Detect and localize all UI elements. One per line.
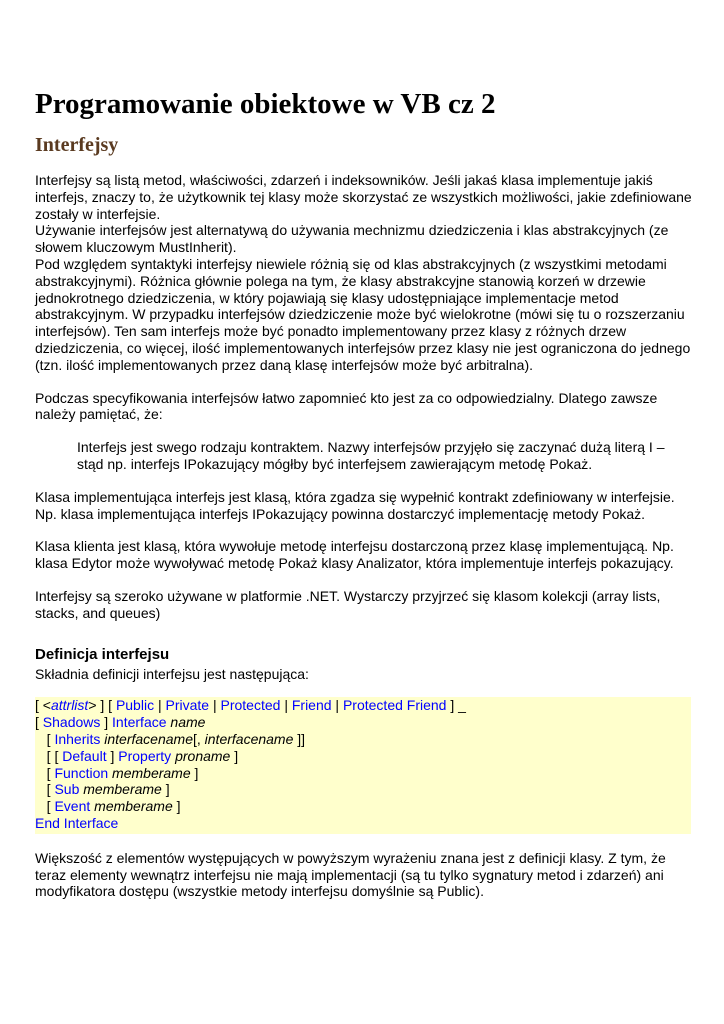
section-title: Interfejsy <box>35 134 119 156</box>
code-memberame-3: memberame <box>94 798 173 815</box>
paragraph-remember: Podczas specyfikowania interfejsów łatwo zapomnieć kto jest za co odpowiedzialny. Dlatego zawsze należy pamiętać, że: <box>35 389 658 423</box>
code-line-8 <box>35 815 691 832</box>
code-private[interactable]: Private <box>165 697 210 714</box>
code-protected-friend[interactable]: Protected Friend <box>342 697 447 714</box>
code-shadows[interactable]: Shadows <box>42 714 101 731</box>
code-memberame-1: memberame <box>112 764 191 781</box>
syntax-code-block <box>35 697 691 833</box>
document-content <box>35 86 695 900</box>
code-memberame-2: memberame <box>83 781 162 798</box>
code-proname: proname <box>175 747 231 764</box>
paragraph-syntax-intro: Składnia definicji interfejsu jest następująca: <box>35 665 309 682</box>
code-public[interactable]: Public <box>115 697 155 714</box>
code-default[interactable]: Default <box>62 747 107 764</box>
code-sub[interactable]: Sub <box>54 781 80 798</box>
code-property[interactable]: Property <box>118 747 172 764</box>
paragraph-implementing-class: Klasa implementująca interfejs jest klasą, która zgadza się wypełnić kontrakt zdefiniowany w interfejsie. Np. klasa implementująca interfejs IPokazujący powinna dostarczyć implementację metody Pokaż. <box>35 488 675 522</box>
code-line-4: [ [ Default ] Property proname ] <box>35 747 239 764</box>
code-line-5: [ Function memberame ] <box>35 764 199 781</box>
paragraph-client-class: Klasa klienta jest klasą, która wywołuje metodę interfejsu dostarczoną przez klasę implementującą. Np. klasa Edytor może wywoływać metodę Pokaż klasy Analizator, która implementuje interfejs pokazujący. <box>35 538 674 572</box>
code-line-3: [ Inherits interfacename[, interfacename ]] <box>35 730 306 747</box>
code-attrlist[interactable]: attrlist <box>50 697 89 714</box>
code-event[interactable]: Event <box>54 798 91 815</box>
code-friend[interactable]: Friend <box>291 697 332 714</box>
code-name: name <box>170 714 206 731</box>
paragraph-alternative: Używanie interfejsów jest alternatywą do używania mechnizmu dziedziczenia i klas abstrakcyjnych (ze słowem kluczowym MustInherit). <box>35 222 669 256</box>
code-line-6: [ Sub memberame ] <box>35 781 170 798</box>
code-interfacename-1: interfacename <box>104 730 193 747</box>
page-title: Programowanie obiektowe w VB cz 2 <box>35 88 496 120</box>
paragraph-summary: Większość z elementów występujących w powyższym wyrażeniu znana jest z definicji klasy. Z tym, że teraz elementy wewnątrz interfejsu nie mają implementacji (są tu tylko sygnatury metod i zdarzeń) ani modyfikatora dostępu (wszystkie metody interfejsu domyślnie są Public). <box>35 849 666 900</box>
code-end-interface[interactable]: End Interface <box>35 814 119 831</box>
subheading-definition: Definicja interfejsu <box>35 645 170 663</box>
code-function[interactable]: Function <box>54 764 109 781</box>
code-protected[interactable]: Protected <box>220 697 281 714</box>
paragraph-syntax: Pod względem syntaktyki interfejsy niewiele różnią się od klas abstrakcyjnych (z wszystkimi metodami abstrakcyjnymi). Różnica głównie polega na tym, że klasy abstrakcyjne stanowią korzeń w drzewie jednokrotnego dziedziczenia, w który pojawiają się klasy udostępniające implementacje metod abstrakcyjnym. W przypadku interfejsów dziedziczenie może być wielokrotne (mówi się tu o rozszerzaniu interfejsów). Ten sam interfejs może być ponadto implementowany przez klasy z różnych drzew dziedziczenia, co więcej, ilość implementowanych interfejsów przez klasy nie jest ograniczona do jednego (tzn. ilość implementowanych przez daną klasę interfejsów może być arbitralna). <box>35 255 691 373</box>
quote-contract: Interfejs jest swego rodzaju kontraktem. Nazwy interfejsów przyjęło się zaczynać dużą literą I – stąd np. interfejs IPokazujący mógłby być interfejsem zawierającym metodę Pokaż. <box>77 439 665 472</box>
code-interfacename-2: interfacename <box>204 730 294 747</box>
code-interface[interactable]: Interface <box>112 714 167 731</box>
paragraph-dotnet: Interfejsy są szeroko używane w platformie .NET. Wystarczy przyjrzeć się klasom kolekcji (array lists, stacks, and queues) <box>35 587 661 621</box>
code-line-2: [ Shadows ] Interface name <box>35 714 206 731</box>
code-inherits[interactable]: Inherits <box>54 730 101 747</box>
code-line-7: [ Event memberame ] <box>35 798 181 815</box>
code-line-1: [ <attrlist> ] [ Public | Private | Protected | Friend | Protected Friend ] _ <box>35 697 466 714</box>
paragraph-intro: Interfejsy są listą metod, właściwości, zdarzeń i indeksowników. Jeśli jakaś klasa implementuje jakiś interfejs, znaczy to, że użytkownik tej klasy może skorzystać ze wszystkich możliwości, jakie zdefiniowane zostały w interfejsie. <box>35 172 692 222</box>
